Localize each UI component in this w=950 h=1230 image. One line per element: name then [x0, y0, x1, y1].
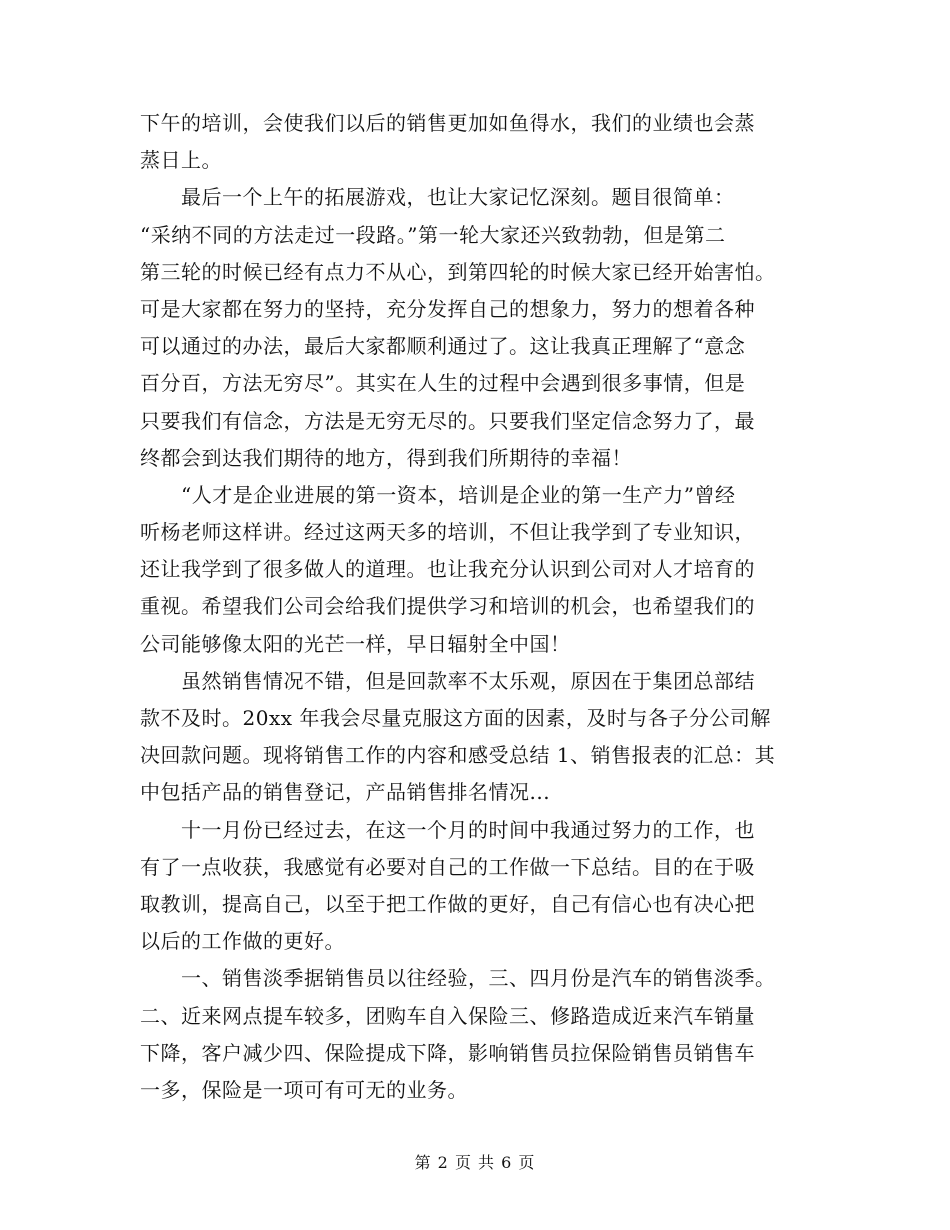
text-line: 决回款问题。现将销售工作的内容和感受总结 1、销售报表的汇总：其	[140, 743, 776, 768]
text-line: 最后一个上午的拓展游戏，也让大家记忆深刻。题目很简单：	[140, 185, 735, 210]
text-line: “采纳不同的方法走过一段路。”第一轮大家还兴致勃勃，但是第二	[140, 222, 726, 247]
text-line: 重视。希望我们公司会给我们提供学习和培训的机会，也希望我们的	[140, 594, 755, 619]
text-line: 百分百，方法无穷尽”。其实在人生的过程中会遇到很多事情，但是	[140, 371, 746, 396]
text-line: 只要我们有信念，方法是无穷无尽的。只要我们坚定信念努力了，最	[140, 408, 755, 433]
text-line: 款不及时。20xx 年我会尽量克服这方面的因素，及时与各子分公司解	[140, 706, 771, 730]
text-line: 第三轮的时候已经有点力不从心，到第四轮的时候大家已经开始害怕。	[140, 259, 776, 284]
document-body	[140, 105, 820, 1109]
text-line: 可以通过的办法，最后大家都顺利通过了。这让我真正理解了“意念	[140, 334, 746, 359]
text-line: 有了一点收获，我感觉有必要对自己的工作做一下总结。目的在于吸	[140, 854, 755, 879]
text-line: 二、近来网点提车较多，团购车自入保险三、修路造成近来汽车销量	[140, 1003, 755, 1028]
text-line: 中包括产品的销售登记，产品销售排名情况...	[140, 780, 551, 805]
text-line: 下午的培训，会使我们以后的销售更加如鱼得水，我们的业绩也会蒸	[140, 111, 755, 135]
text-line: 一多，保险是一项可有可无的业务。	[140, 1077, 468, 1102]
text-line: 虽然销售情况不错，但是回款率不太乐观，原因在于集团总部结	[140, 668, 755, 693]
text-line: 一、销售淡季据销售员以往经验，三、四月份是汽车的销售淡季。	[140, 966, 776, 991]
text-line: “人才是企业进展的第一资本，培训是企业的第一生产力”曾经	[140, 482, 736, 507]
text-line: 终都会到达我们期待的地方，得到我们所期待的幸福！	[140, 445, 632, 470]
text-line: 下降，客户减少四、保险提成下降，影响销售员拉保险销售员销售车	[140, 1040, 755, 1065]
page-number-footer: 第 2 页 共 6 页	[414, 1153, 536, 1172]
text-line: 蒸日上。	[140, 148, 222, 173]
text-line: 还让我学到了很多做人的道理。也让我充分认识到公司对人才培育的	[140, 557, 755, 582]
text-line: 十一月份已经过去，在这一个月的时间中我通过努力的工作，也	[140, 817, 755, 842]
text-line: 以后的工作做的更好。	[140, 929, 345, 954]
text-line: 可是大家都在努力的坚持，充分发挥自己的想象力，努力的想着各种	[140, 296, 755, 321]
text-line: 公司能够像太阳的光芒一样，早日辐射全中国！	[140, 631, 571, 656]
text-line: 取教训，提高自己，以至于把工作做的更好，自己有信心也有决心把	[140, 891, 755, 916]
text-line: 听杨老师这样讲。经过这两天多的培训，不但让我学到了专业知识，	[140, 520, 755, 545]
